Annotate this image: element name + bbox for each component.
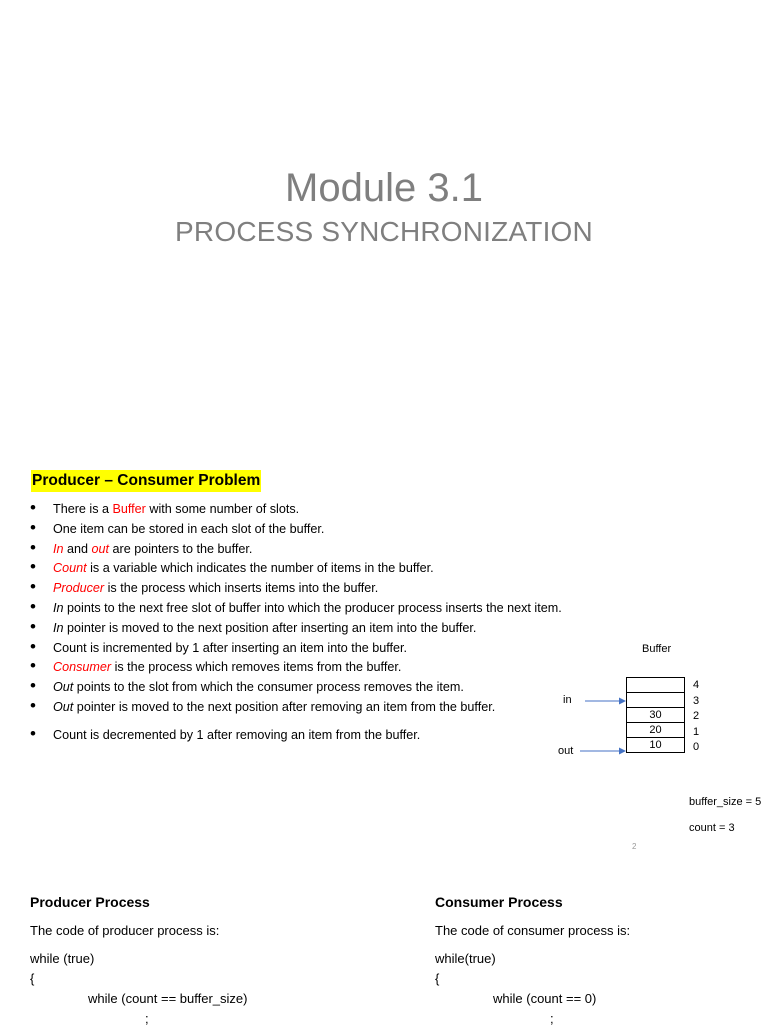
producer-code-line: { — [30, 971, 35, 986]
page-number: 2 — [632, 842, 637, 851]
term-highlight: Count — [53, 561, 87, 576]
term-highlight: Producer — [53, 581, 105, 596]
bullet-item: • There is a Buffer with some number of slots. — [30, 500, 590, 520]
producer-code-line: ; — [145, 1011, 149, 1026]
buffer-slot — [627, 693, 685, 708]
bullet-item: • Count is a variable which indicates the number of items in the buffer. — [30, 559, 590, 579]
buffer-size-label: buffer_size = 5 — [689, 796, 762, 808]
producer-title: Producer Process — [30, 894, 150, 910]
buffer-slot — [627, 678, 685, 693]
out-pointer-label: out — [558, 745, 574, 757]
slot-index: 3 — [693, 694, 700, 707]
in-arrow-icon — [585, 696, 627, 706]
term-highlight: In — [53, 541, 64, 556]
out-arrow-icon — [580, 746, 627, 756]
consumer-code-line: ; — [550, 1011, 554, 1026]
consumer-title: Consumer Process — [435, 894, 563, 910]
bullet-item: • Consumer is the process which removes items from the buffer. — [30, 658, 590, 678]
consumer-code-line: { — [435, 971, 440, 986]
slot-index: 2 — [693, 710, 700, 723]
slot-index: 4 — [693, 679, 700, 691]
consumer-code-line: while(true) — [435, 951, 496, 966]
buffer-indices — [693, 678, 699, 756]
consumer-code-line: while (count == 0) — [493, 991, 597, 1006]
bullet-item: • Count is decremented by 1 after removing an item from the buffer. — [30, 726, 590, 746]
bullet-item: • Producer is the process which inserts items into the buffer. — [30, 579, 590, 599]
bullet-item: • In pointer is moved to the next position after inserting an item into the buffer. — [30, 619, 590, 639]
slide-subtitle: PROCESS SYNCHRONIZATION — [175, 216, 593, 247]
bullet-item: • Count is incremented by 1 after inserting an item into the buffer. — [30, 639, 590, 659]
buffer-slot: 10 — [627, 738, 685, 753]
producer-intro: The code of producer process is: — [30, 923, 220, 938]
slide-title: Module 3.1 — [285, 166, 483, 210]
buffer-slot: 20 — [627, 723, 685, 738]
term-highlight: out — [91, 541, 110, 556]
producer-code-line: while (true) — [30, 951, 95, 966]
bullet-item: • One item can be stored in each slot of the buffer. — [30, 520, 590, 540]
in-pointer-label: in — [563, 694, 572, 706]
bullet-item: • In points to the next free slot of buffer into which the producer process inserts the next item. — [30, 599, 590, 619]
slot-index: 1 — [693, 725, 700, 738]
section-heading: Producer – Consumer Problem — [31, 470, 261, 492]
buffer-slot: 30 — [627, 708, 685, 723]
bullet-item: • Out pointer is moved to the next position after removing an item from the buffer. — [30, 698, 590, 718]
slot-index: 0 — [693, 741, 700, 754]
count-label: count = 3 — [689, 822, 735, 834]
buffer-table — [626, 677, 685, 753]
producer-code-line: while (count == buffer_size) — [88, 991, 248, 1006]
bullet-item: • In and out are pointers to the buffer. — [30, 540, 590, 560]
consumer-intro: The code of consumer process is: — [435, 923, 631, 938]
buffer-label: Buffer — [642, 643, 672, 655]
term-highlight: Buffer — [112, 502, 146, 516]
bullet-item: • Out points to the slot from which the consumer process removes the item. — [30, 678, 590, 698]
term-highlight: Consumer — [53, 660, 112, 675]
bullet-list — [30, 500, 590, 746]
